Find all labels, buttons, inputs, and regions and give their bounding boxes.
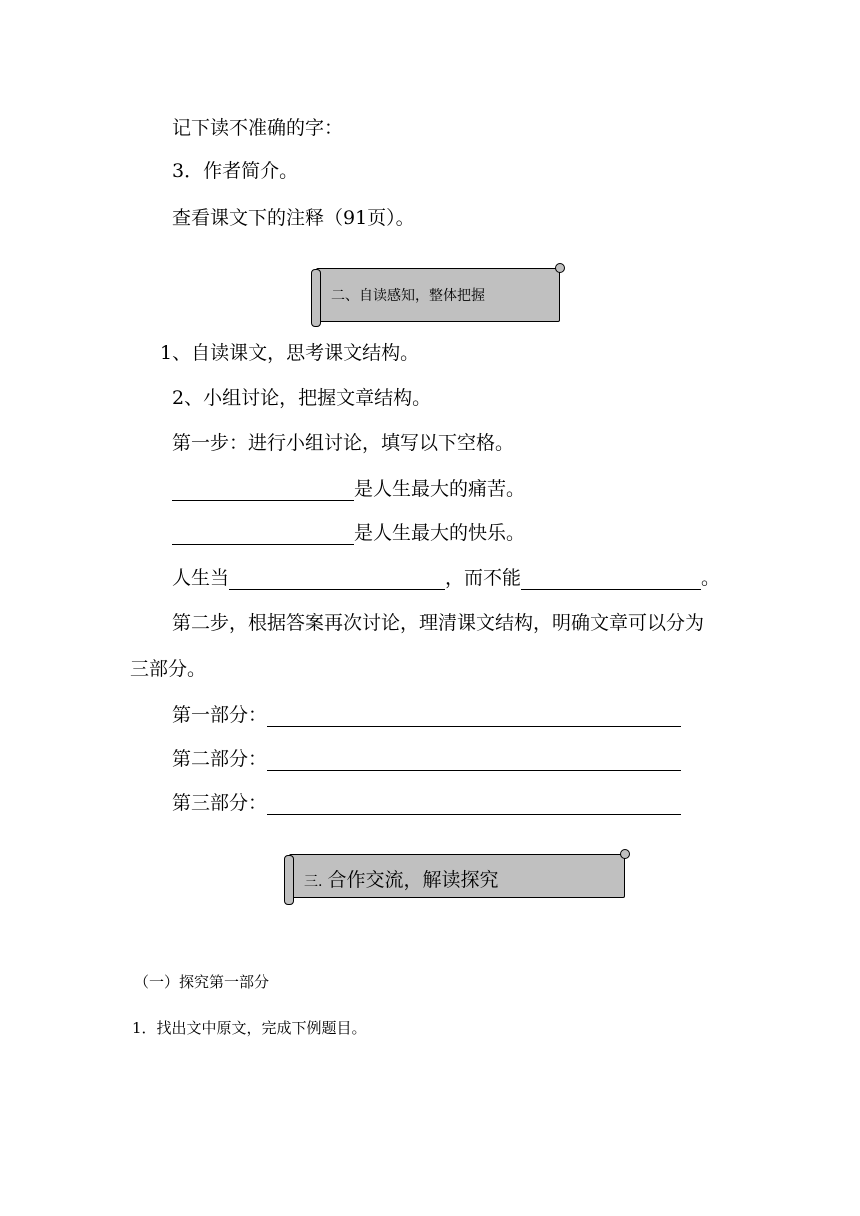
part-3-label: 第三部分： [172, 792, 268, 814]
blank-field[interactable] [267, 706, 681, 727]
banner-2-label: 二、自读感知，整体把握 [331, 288, 485, 304]
text-line-10: 第二步，根据答案再次讨论，理清课文结构，明确文章可以分为 [172, 612, 705, 634]
fill-line-life-middle: ，而不能 [445, 567, 522, 589]
blank-field[interactable] [267, 794, 681, 815]
fill-line-life-prefix: 人生当 [172, 567, 230, 589]
fill-line-life [172, 566, 720, 590]
blank-field[interactable] [521, 569, 701, 590]
blank-field[interactable] [172, 524, 354, 545]
text-line-6: 第一步：进行小组讨论，填写以下空格。 [172, 432, 515, 454]
fill-line-joy [172, 521, 525, 545]
fill-line-joy-text: 是人生最大的快乐。 [354, 522, 526, 544]
text-line-4: 1、自读课文，思考课文结构。 [160, 342, 420, 364]
part-2-label: 第二部分： [172, 748, 268, 770]
part-3-line [172, 791, 681, 815]
scroll-curl-left [311, 269, 321, 327]
scroll-curl-top [620, 849, 630, 859]
part-2-line [172, 747, 681, 771]
blank-field[interactable] [172, 480, 354, 501]
fill-line-life-suffix: 。 [701, 567, 721, 589]
section-banner-2 [316, 268, 560, 322]
blank-field[interactable] [267, 750, 681, 771]
section-banner-3 [289, 854, 625, 898]
text-line-11: 三部分。 [130, 658, 207, 680]
fill-line-pain-text: 是人生最大的痛苦。 [354, 478, 526, 500]
text-line-2: 3．作者简介。 [172, 160, 299, 182]
scroll-curl-top [555, 263, 565, 273]
text-line-5: 2、小组讨论，把握文章结构。 [172, 387, 432, 409]
banner-3-text: 合作交流，解读探究 [327, 869, 499, 891]
question-1: 1．找出文中原文，完成下例题目。 [132, 1019, 367, 1037]
scroll-curl-left [284, 855, 294, 905]
part-1-label: 第一部分： [172, 704, 268, 726]
banner-3-label [304, 865, 499, 892]
subheading-part-1: （一）探究第一部分 [134, 973, 270, 991]
text-line-3: 查看课文下的注释（91页）。 [172, 207, 415, 229]
part-1-line [172, 703, 681, 727]
blank-field[interactable] [229, 569, 445, 590]
fill-line-pain [172, 477, 525, 501]
text-line-1: 记下读不准确的字： [172, 117, 344, 139]
banner-3-number: 三. [304, 874, 323, 890]
